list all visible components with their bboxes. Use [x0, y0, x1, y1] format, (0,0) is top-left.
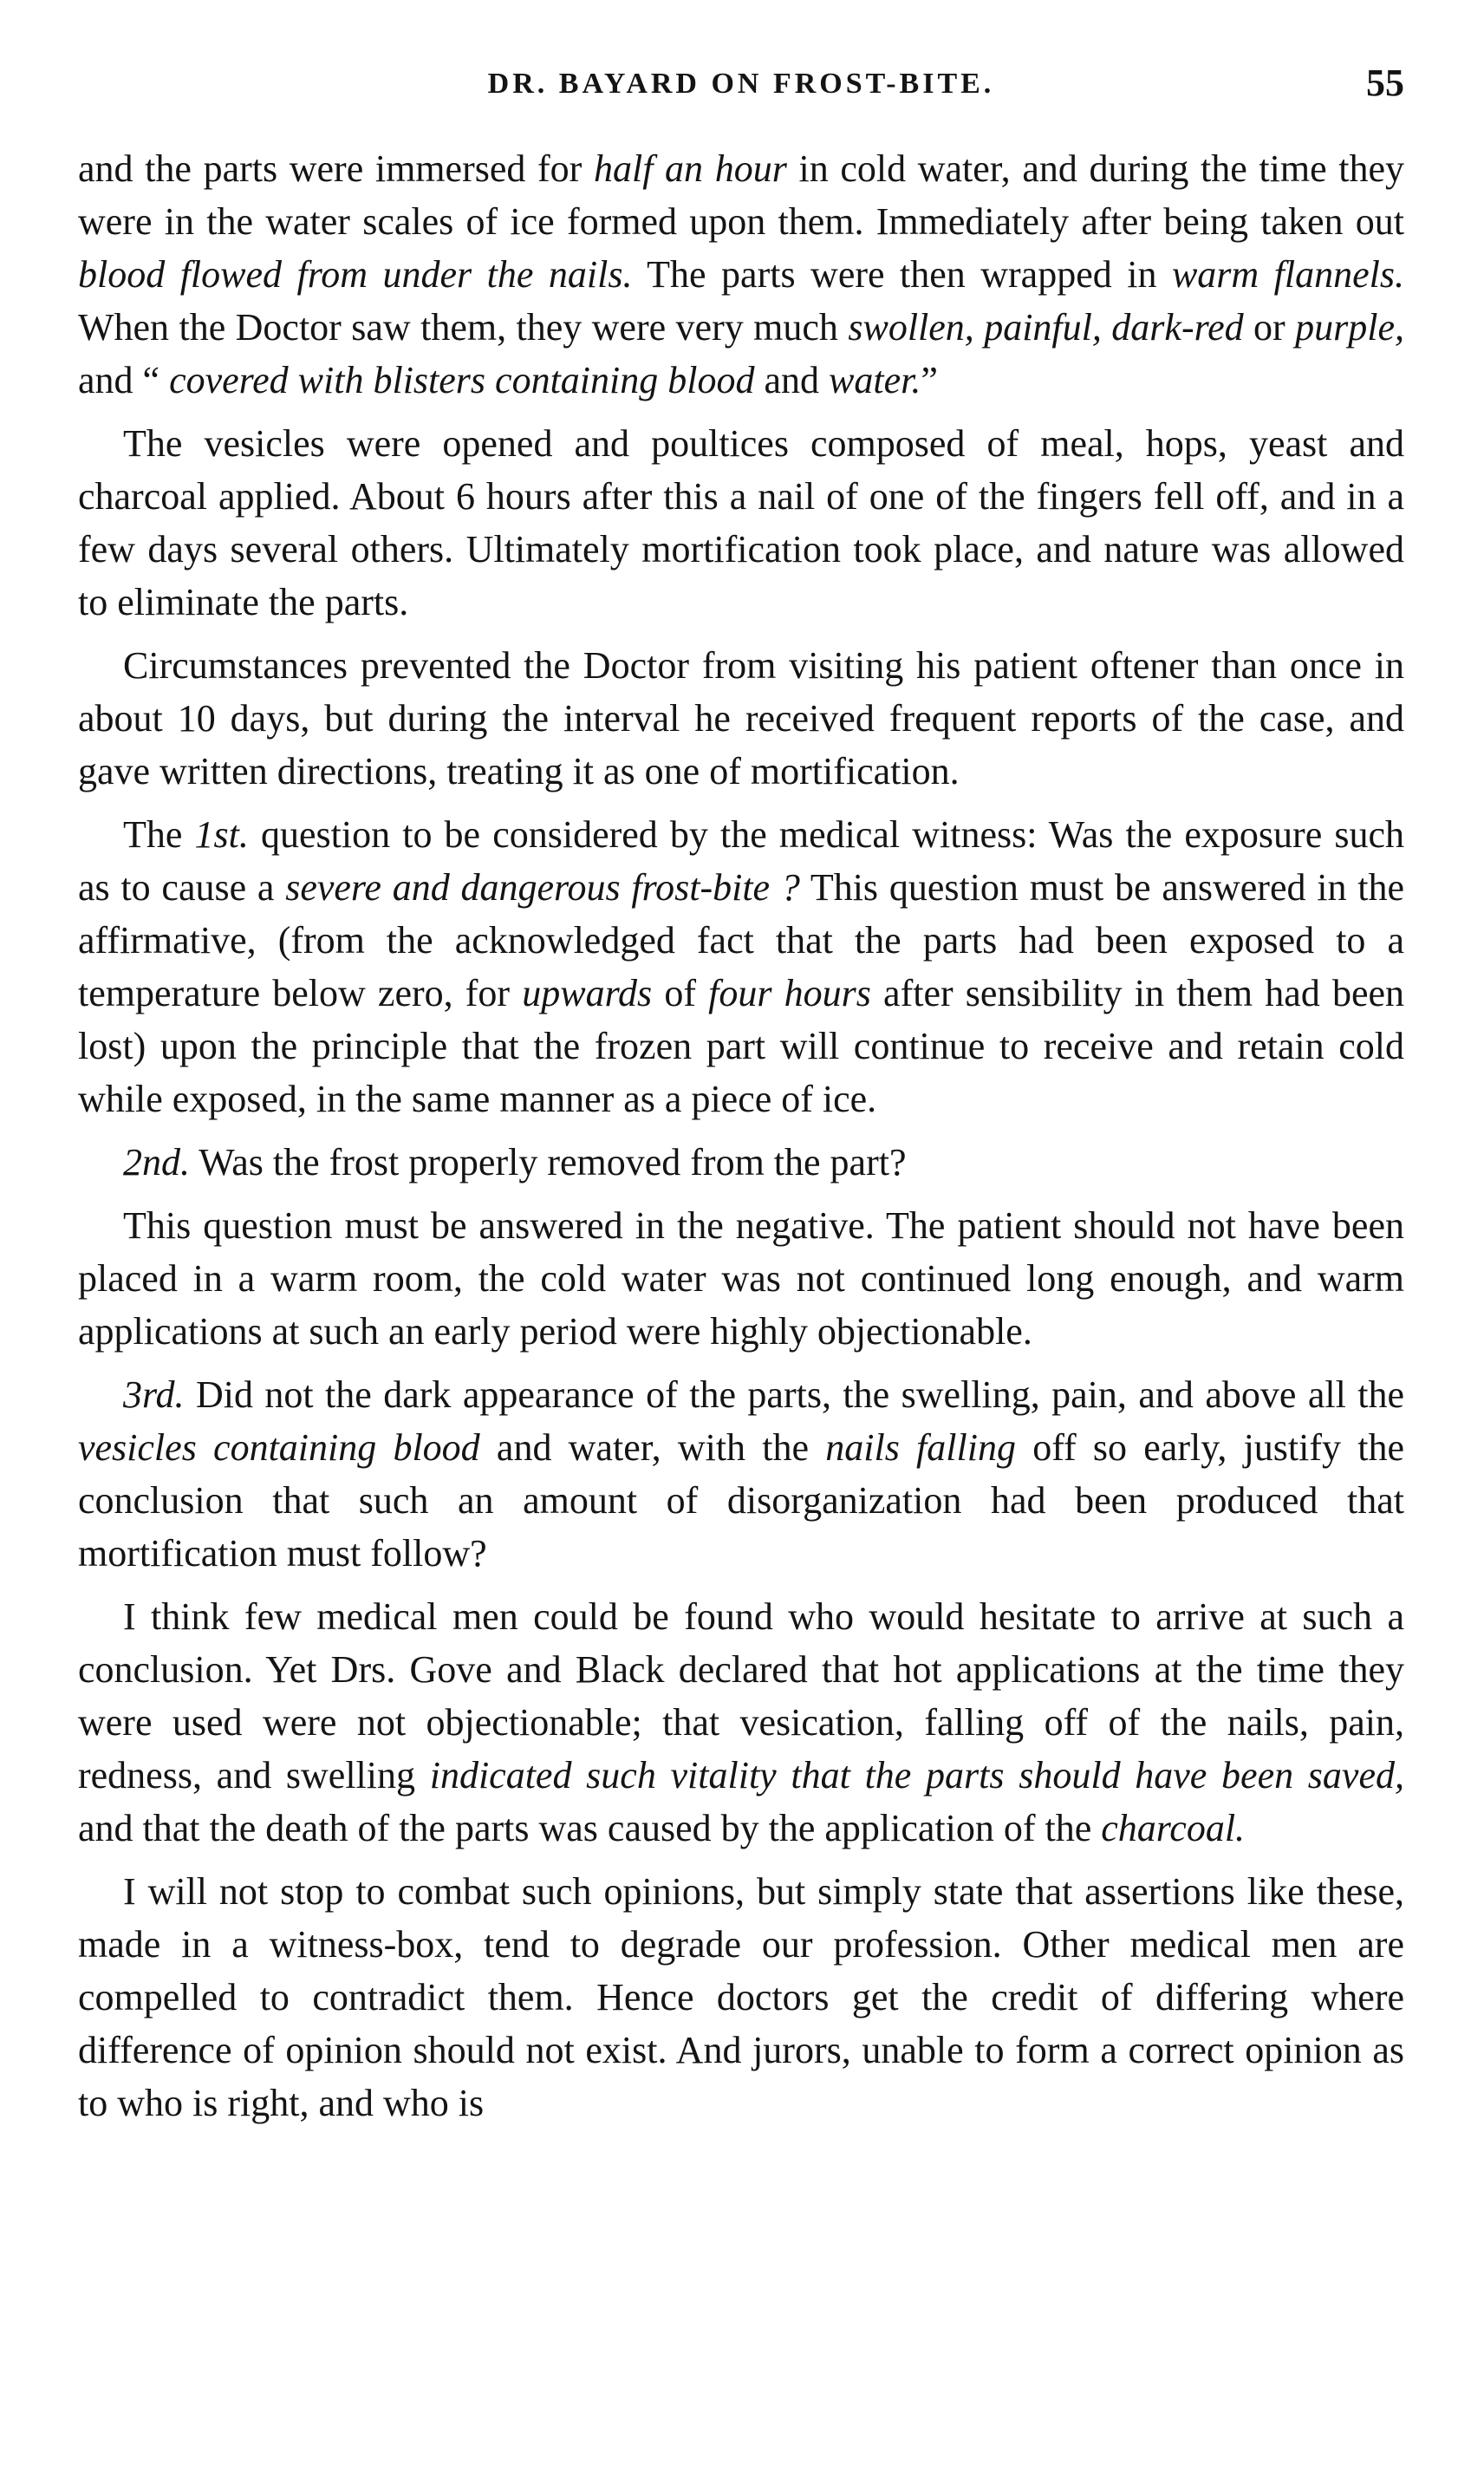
- paragraph: [78, 142, 1404, 407]
- text-segment: Did not the dark appearance of the parts, the swelling, pain, and above all the: [184, 1373, 1404, 1416]
- paragraph: [78, 639, 1404, 798]
- text-segment: When the Doctor saw them, they were very much: [78, 306, 849, 349]
- book-page: [78, 61, 1404, 2140]
- text-segment: This question must be answered in the affirmative, (from the acknowledged fact that the parts had been exposed to a temperature below zero, for: [78, 866, 1404, 1014]
- paragraph: [78, 808, 1404, 1125]
- paragraph: [78, 1199, 1404, 1358]
- paragraph: [78, 1865, 1404, 2129]
- text-segment: question to be considered by the medical witness: Was the exposure such as to cause a: [78, 813, 1405, 909]
- text-segment: and that the death of the parts was caused by the application of the: [78, 1807, 1102, 1849]
- italic-text: warm flannels.: [1171, 253, 1404, 296]
- text-segment: ”: [921, 359, 938, 401]
- text-segment: Circumstances prevented the Doctor from visiting his patient oftener than once in about 10 days, but during the interval he received frequent reports of the case, and gave written directions, treating it as one of mortification.: [78, 644, 1404, 792]
- italic-text: 2nd.: [123, 1141, 190, 1184]
- text-segment: and the parts were immersed for: [78, 147, 594, 190]
- italic-text: severe and dangerous frost-bite ?: [285, 866, 800, 909]
- italic-text: four hours: [708, 972, 871, 1014]
- paragraph: [78, 1368, 1404, 1580]
- paragraph: [78, 1590, 1404, 1855]
- italic-text: nails falling: [825, 1426, 1016, 1469]
- text-segment: or: [1243, 306, 1296, 349]
- italic-text: purple,: [1295, 306, 1405, 349]
- text-segment: off so early, justify the conclusion that such an amount of disorganization had been produced that mortification must follow?: [78, 1426, 1404, 1575]
- italic-text: blood flowed from under the nails.: [78, 253, 633, 296]
- text-segment: The: [123, 813, 195, 856]
- page-number: 55: [1366, 62, 1404, 104]
- italic-text: indicated such vitality that the parts should have been saved,: [429, 1754, 1404, 1797]
- italic-text: upwards: [522, 972, 653, 1014]
- text-segment: and “: [78, 359, 170, 401]
- text-segment: Was the frost properly removed from the part?: [190, 1141, 907, 1184]
- text-segment: after sensibility in them had been lost) upon the principle that the frozen part will continue to receive and retain cold while exposed, in the same manner as a piece of ice.: [78, 972, 1405, 1120]
- text-segment: The parts were then wrapped in: [632, 253, 1172, 296]
- italic-text: 1st.: [194, 813, 249, 856]
- italic-text: 3rd.: [123, 1373, 185, 1416]
- text-segment: of: [652, 972, 709, 1014]
- italic-text: covered with blisters containing blood: [169, 359, 755, 401]
- text-segment: and: [754, 359, 829, 401]
- italic-text: swollen, painful, dark-red: [848, 306, 1244, 349]
- paragraph: [78, 417, 1404, 629]
- italic-text: charcoal.: [1101, 1807, 1246, 1849]
- text-segment: I think few medical men could be found who would hesitate to arrive at such a conclusion. Yet Drs. Gove and Black declared that hot applications at the time they were used were not objectionable; that vesication, falling off of the nails, pain, redness, and swelling: [78, 1595, 1404, 1797]
- italic-text: water.: [829, 359, 921, 401]
- text-segment: in cold water, and during the time they were in the water scales of ice formed upon them. Immediately after being taken out: [78, 147, 1404, 243]
- text-segment: I will not stop to combat such opinions, but simply state that assertions like these, made in a witness-box, tend to degrade our profession. Other medical men are compelled to contradict them. Hence doctors get the credit of differing where difference of opinion should not exist. And jurors, unable to form a correct opinion as to who is right, and who is: [78, 1870, 1404, 2124]
- body-text: [78, 142, 1404, 2129]
- text-segment: The vesicles were opened and poultices composed of meal, hops, yeast and charcoal applied. About 6 hours after this a nail of one of the fingers fell off, and in a few days several others. Ultimately mortification took place, and nature was allowed to eliminate the parts.: [78, 422, 1404, 623]
- italic-text: vesicles containing blood: [78, 1426, 480, 1469]
- page-header: [78, 61, 1404, 113]
- text-segment: This question must be answered in the negative. The patient should not have been placed in a warm room, the cold water was not continued long enough, and warm applications at such an early period were highly objectionable.: [78, 1204, 1404, 1353]
- text-segment: and water, with the: [479, 1426, 826, 1469]
- italic-text: half an hour: [593, 147, 787, 190]
- paragraph: [78, 1136, 1404, 1189]
- running-head: DR. BAYARD ON FROST-BITE.: [487, 68, 995, 100]
